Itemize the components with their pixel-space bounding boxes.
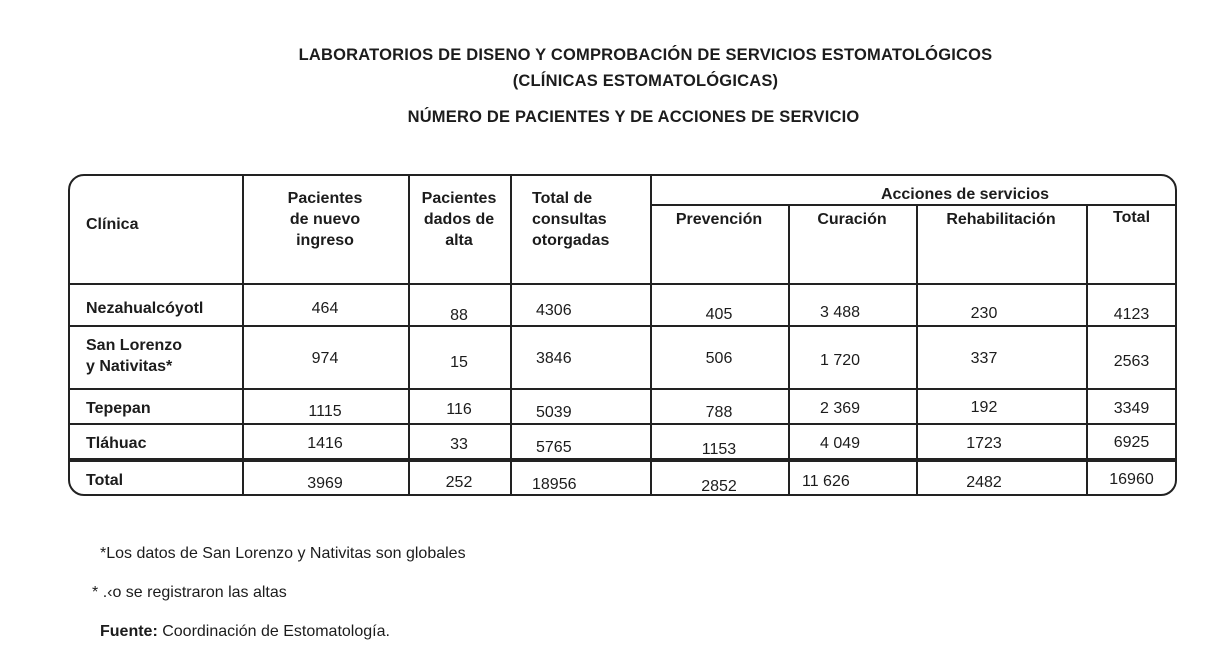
data-table: [68, 174, 1177, 496]
cell-total: 6925: [1113, 434, 1150, 451]
cell-total: 3349: [1113, 400, 1150, 417]
cell-rehabilitacion: 337: [970, 350, 998, 367]
cell-nuevo: 464: [311, 300, 339, 317]
row-divider: [70, 458, 1175, 462]
source-text: Coordinación de Estomatología.: [157, 623, 390, 640]
title-line-3: NÚMERO DE PACIENTES Y DE ACCIONES DE SERVICIO: [407, 108, 860, 126]
col-divider: [510, 176, 512, 494]
title-line-1: LABORATORIOS DE DISENO Y COMPROBACIÓN DE SERVICIOS ESTOMATOLÓGICOS: [298, 46, 993, 64]
cell-total: 2563: [1113, 353, 1150, 370]
row-divider: [70, 388, 1175, 390]
title-line-2: (CLÍNICAS ESTOMATOLÓGICAS): [512, 72, 779, 90]
header-nuevo-ingreso: Pacientes de nuevo ingreso: [287, 190, 363, 249]
header-prevencion: Prevención: [675, 211, 763, 228]
cell-rehabilitacion: 230: [970, 305, 998, 322]
row-divider: [70, 423, 1175, 425]
total-alta: 252: [445, 474, 473, 491]
header-dados-alta: Pacientes dados de alta: [421, 190, 497, 249]
total-total: 16960: [1109, 471, 1154, 488]
cell-consultas: 5765: [536, 439, 572, 456]
cell-prevencion: 1153: [701, 441, 737, 458]
cell-curacion: 4 049: [820, 435, 861, 452]
cell-prevencion: 405: [705, 306, 733, 323]
header-curacion: Curación: [817, 211, 887, 228]
cell-rehabilitacion: 1723: [966, 435, 1002, 452]
cell-curacion: 1 720: [820, 352, 861, 369]
header-total: Total: [1112, 209, 1151, 226]
row-clinica: San Lorenzo y Nativitas*: [86, 337, 183, 375]
cell-prevencion: 506: [705, 350, 733, 367]
col-divider: [788, 206, 790, 494]
total-nuevo: 3969: [307, 475, 343, 492]
header-consultas: Total de consultas otorgadas: [532, 190, 610, 249]
row-divider: [70, 325, 1175, 327]
cell-nuevo: 1115: [308, 403, 342, 420]
row-clinica: Tláhuac: [86, 435, 147, 452]
cell-curacion: 2 369: [820, 400, 861, 417]
cell-consultas: 5039: [536, 404, 572, 421]
row-clinica: Nezahualcóyotl: [86, 300, 204, 317]
row-clinica: Tepepan: [86, 400, 151, 417]
cell-alta: 88: [450, 307, 468, 324]
cell-alta: 116: [446, 401, 472, 418]
footnote-altas-text: .‹o se registraron las altas: [102, 584, 287, 601]
footnote-mark: *: [92, 584, 99, 601]
total-rehabilitacion: 2482: [966, 474, 1002, 491]
cell-alta: 33: [450, 436, 468, 453]
cell-alta: 15: [450, 354, 468, 371]
cell-consultas: 4306: [536, 302, 572, 319]
source-label: Fuente:: [100, 623, 158, 640]
cell-nuevo: 1416: [307, 435, 343, 452]
header-rehabilitacion: Rehabilitación: [946, 211, 1056, 228]
source-note: [100, 623, 390, 641]
cell-curacion: 3 488: [820, 304, 861, 321]
cell-prevencion: 788: [705, 404, 733, 421]
header-clinica: Clínica: [86, 216, 139, 233]
footnote-altas: [92, 584, 287, 602]
total-curacion: 11 626: [802, 473, 850, 490]
cell-rehabilitacion: 192: [970, 399, 998, 416]
header-acciones: Acciones de servicios: [880, 186, 1050, 203]
cell-nuevo: 974: [311, 350, 339, 367]
total-consultas: 18956: [532, 476, 577, 493]
cell-total: 4123: [1113, 306, 1150, 323]
total-row-label: Total: [86, 472, 124, 489]
cell-consultas: 3846: [536, 350, 572, 367]
footnote-san-lorenzo: *Los datos de San Lorenzo y Nativitas son globales: [100, 545, 466, 562]
row-divider: [70, 283, 1175, 285]
total-prevencion: 2852: [701, 478, 737, 495]
